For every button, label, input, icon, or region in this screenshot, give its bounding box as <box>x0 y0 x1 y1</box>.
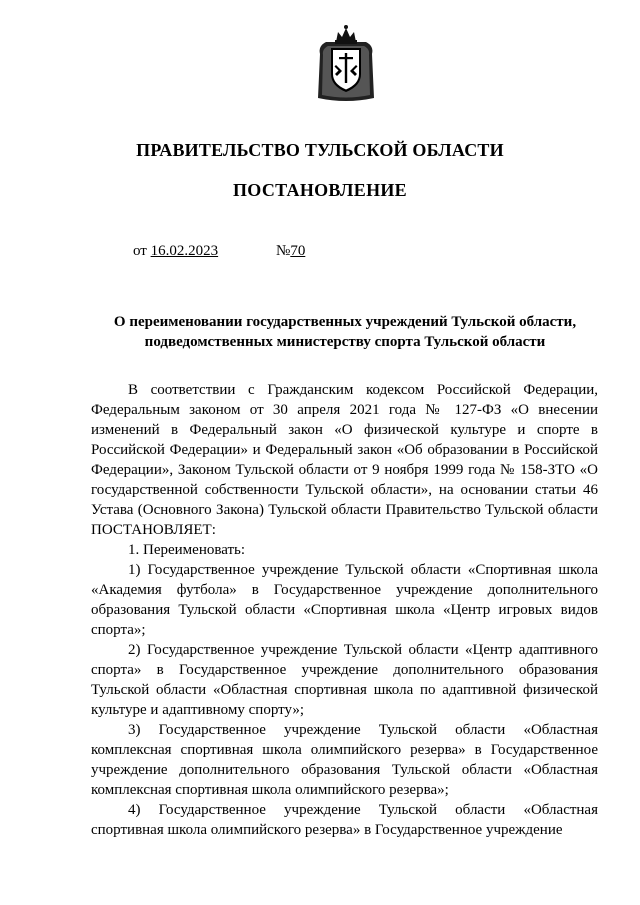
subject-line: О переименовании государственных учреждений Тульской области, <box>113 314 577 330</box>
document-body <box>91 380 598 840</box>
document-date <box>133 243 218 260</box>
document-number <box>276 243 305 260</box>
date-prefix: от <box>133 243 147 259</box>
tula-coat-of-arms-icon <box>314 24 378 104</box>
document-subject <box>100 312 590 352</box>
number-value: 70 <box>290 243 306 259</box>
body-paragraph: 3) Государственное учреждение Тульской области «Областная комплексная спортивная школа олимпийского резерва» в Государственное учреждение дополнительного образования Тульской области «Областная комплексная спортивная школа олимпийского резерва»; <box>91 722 598 798</box>
government-title: ПРАВИТЕЛЬСТВО ТУЛЬСКОЙ ОБЛАСТИ <box>136 140 504 160</box>
document-type: ПОСТАНОВЛЕНИЕ <box>233 180 407 200</box>
number-prefix: № <box>276 243 291 259</box>
body-paragraph: 1) Государственное учреждение Тульской области «Спортивная школа «Академия футбола» в Государственное учреждение дополнительного образования Тульской области «Спортивная школа «Центр игровых видов спорта»; <box>91 562 598 638</box>
subject-line: подведомственных министерству спорта Тульской области <box>144 334 546 350</box>
body-paragraph: В соответствии с Гражданским кодексом Российской Федерации, Федеральным законом от 30 апреля 2021 года № 127-ФЗ «О внесении изменений в Федеральный закон «О физической культуре и спорте в Российской Федерации» и Федеральный закон «Об образовании в Российской Федерации», Законом Тульской области от 9 ноября 1999 года № 158-ЗТО «О государственной собственности Тульской области», на основании статьи 46 Устава (Основного Закона) Тульской области Правительство Тульской области ПОСТАНОВЛЯЕТ: <box>91 382 598 538</box>
body-paragraph: 4) Государственное учреждение Тульской области «Областная спортивная школа олимпийского резерва» в Государственное учреждение <box>91 802 598 838</box>
date-value: 16.02.2023 <box>150 243 219 259</box>
body-paragraph: 2) Государственное учреждение Тульской области «Центр адаптивного спорта» в Государственное учреждение дополнительного образования Тульской области «Областная спортивная школа по адаптивной физической культуре и адаптивному спорту»; <box>91 642 598 718</box>
body-paragraph: 1. Переименовать: <box>128 542 246 558</box>
